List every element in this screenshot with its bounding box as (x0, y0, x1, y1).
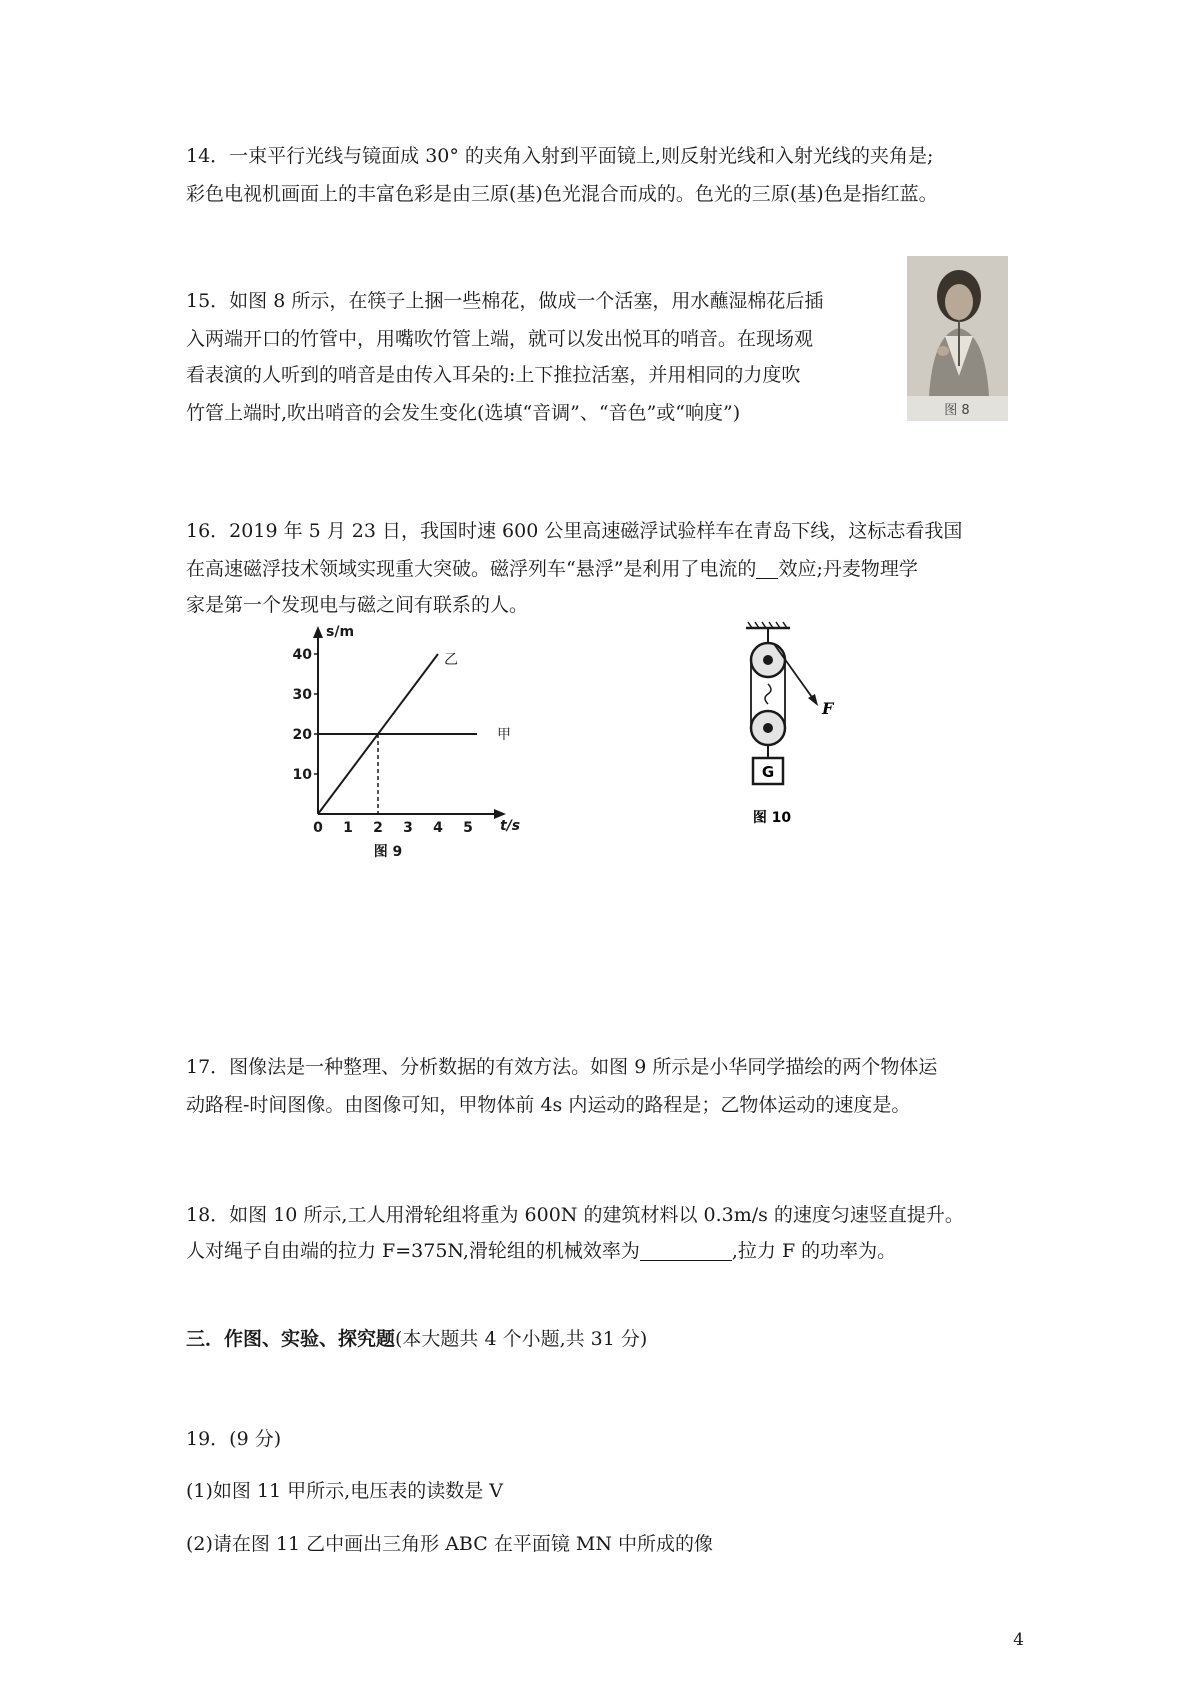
q16-line-2a: 在高速磁浮技术领域实现重大突破。磁浮列车“悬浮”是利用了电流的 (186, 558, 757, 580)
y-tick-label: 10 (292, 767, 312, 783)
q19-part-1: (1)如图 11 甲所示,电压表的读数是 V (186, 1480, 503, 1502)
x-tick-label: 1 (343, 820, 353, 836)
x-tick-label: 2 (373, 820, 383, 836)
q15-line-4: 竹管上端时,吹出哨音的会发生变化(选填“音调”、“音色”或“响度”) (186, 402, 741, 424)
force-arrow (808, 694, 818, 706)
x-tick-label: 5 (463, 820, 473, 836)
q14-line-2: 彩色电视机画面上的丰富色彩是由三原(基)色光混合而成的。色光的三原(基)色是指红蓝。 (186, 183, 938, 205)
q17-line-1: 17．图像法是一种整理、分析数据的有效方法。如图 9 所示是小华同学描绘的两个物体运 (186, 1056, 938, 1078)
load-label: G (761, 763, 775, 781)
figure-8-photo (907, 256, 1008, 421)
section-3-note: (本大题共 4 个小题,共 31 分) (395, 1328, 648, 1350)
q18-line-1: 18．如图 10 所示,工人用滑轮组将重为 600N 的建筑材料以 0.3m/s 的速度匀速竖直提升。 (186, 1204, 964, 1226)
q16-line-2 (186, 551, 1026, 587)
force-label: F (822, 699, 834, 718)
series-label-yi: 乙 (444, 652, 458, 668)
q18-efficiency-blank[interactable] (640, 1238, 732, 1261)
section-3-heading (186, 1321, 1026, 1357)
figure-8-caption: 图 8 (944, 403, 970, 418)
page-number: 4 (1013, 1630, 1024, 1650)
section-3-title: 三．作图、实验、探究题 (186, 1328, 396, 1350)
q14-line-1: 14．一束平行光线与镜面成 30° 的夹角入射到平面镜上,则反射光线和入射光线的夹角是; (186, 145, 934, 167)
q15-line-3: 看表演的人听到的哨音是由传入耳朵的:上下推拉活塞，并用相同的力度吹 (186, 364, 801, 386)
series-label-jia: 甲 (497, 727, 511, 743)
q17-line-2: 动路程-时间图像。由图像可知，甲物体前 4s 内运动的路程是；乙物体运动的速度是。 (186, 1094, 911, 1116)
y-axis-label: s/m (326, 624, 355, 640)
y-tick-label: 20 (292, 727, 312, 743)
x-tick-label: 0 (313, 820, 323, 836)
q15-line-2: 入两端开口的竹管中，用嘴吹竹管上端，就可以发出悦耳的哨音。在现场观 (186, 328, 814, 350)
x-tick-label: 3 (403, 820, 413, 836)
q16-line-2b: 效应;丹麦物理学 (778, 558, 918, 580)
q18-line-2a: 人对绳子自由端的拉力 F=375N,滑轮组的机械效率为 (186, 1240, 640, 1262)
x-tick-label: 4 (433, 820, 443, 836)
x-axis-label: t/s (500, 818, 521, 834)
q16-answer-blank[interactable] (756, 556, 778, 579)
q18-line-2b: ,拉力 F 的功率为。 (731, 1240, 897, 1262)
q19-part-2: (2)请在图 11 乙中画出三角形 ABC 在平面镜 MN 中所成的像 (186, 1533, 713, 1555)
y-tick-label: 30 (292, 687, 312, 703)
q15-line-1: 15．如图 8 所示，在筷子上捆一些棉花，做成一个活塞，用水蘸湿棉花后插 (186, 290, 824, 312)
q19-head: 19．(9 分) (186, 1428, 282, 1450)
figure-9-caption: 图 9 (373, 844, 403, 860)
figure-9-graph (286, 622, 546, 862)
y-axis-arrow (313, 626, 323, 638)
figure-10-pulley (728, 620, 858, 835)
figure-10-caption: 图 10 (752, 810, 792, 826)
q16-line-3: 家是第一个发现电与磁之间有联系的人。 (186, 594, 529, 616)
q18-line-2 (186, 1233, 1026, 1269)
y-tick-label: 40 (292, 647, 312, 663)
q16-line-1: 16．2019 年 5 月 23 日，我国时速 600 公里高速磁浮试验样车在青岛下线，这标志看我国 (186, 520, 963, 542)
